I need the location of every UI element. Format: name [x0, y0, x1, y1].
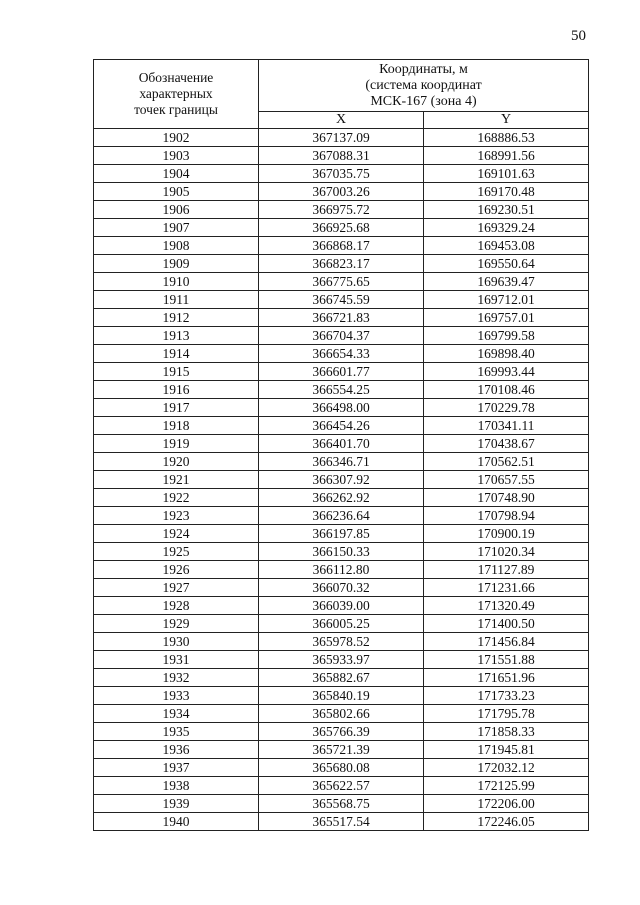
- table-row: [94, 147, 589, 165]
- x-coordinate-cell: 367035.75: [259, 165, 424, 183]
- point-id-cell: 1921: [94, 471, 259, 489]
- y-coordinate-cell: 170341.11: [424, 417, 589, 435]
- table-row: [94, 669, 589, 687]
- y-coordinate-cell: 170108.46: [424, 381, 589, 399]
- point-id-cell: 1918: [94, 417, 259, 435]
- table-row: [94, 435, 589, 453]
- y-coordinate-cell: 172125.99: [424, 777, 589, 795]
- point-id-cell: 1925: [94, 543, 259, 561]
- coordinates-table: [93, 59, 589, 831]
- x-coordinate-cell: 366307.92: [259, 471, 424, 489]
- x-column-header: X: [259, 112, 424, 129]
- y-coordinate-cell: 171320.49: [424, 597, 589, 615]
- table-header: [94, 60, 589, 129]
- y-coordinate-cell: 169170.48: [424, 183, 589, 201]
- x-coordinate-cell: 365622.57: [259, 777, 424, 795]
- table-row: [94, 723, 589, 741]
- point-id-cell: 1908: [94, 237, 259, 255]
- y-coordinate-cell: 170900.19: [424, 525, 589, 543]
- y-coordinate-cell: 170438.67: [424, 435, 589, 453]
- x-coordinate-cell: 366745.59: [259, 291, 424, 309]
- point-id-cell: 1927: [94, 579, 259, 597]
- y-coordinate-cell: 169757.01: [424, 309, 589, 327]
- x-coordinate-cell: 366498.00: [259, 399, 424, 417]
- point-name-header-line: точек границы: [134, 102, 218, 117]
- x-coordinate-cell: 366601.77: [259, 363, 424, 381]
- table-row: [94, 579, 589, 597]
- table-row: [94, 615, 589, 633]
- point-id-cell: 1922: [94, 489, 259, 507]
- point-id-cell: 1910: [94, 273, 259, 291]
- table-row: [94, 525, 589, 543]
- point-id-cell: 1935: [94, 723, 259, 741]
- x-coordinate-cell: 365933.97: [259, 651, 424, 669]
- y-coordinate-cell: 171400.50: [424, 615, 589, 633]
- x-coordinate-cell: 366704.37: [259, 327, 424, 345]
- point-id-cell: 1932: [94, 669, 259, 687]
- y-coordinate-cell: 169639.47: [424, 273, 589, 291]
- point-id-cell: 1931: [94, 651, 259, 669]
- y-coordinate-cell: 169712.01: [424, 291, 589, 309]
- table-row: [94, 507, 589, 525]
- table-row: [94, 777, 589, 795]
- point-id-cell: 1939: [94, 795, 259, 813]
- point-id-cell: 1933: [94, 687, 259, 705]
- x-coordinate-cell: 366454.26: [259, 417, 424, 435]
- point-id-cell: 1911: [94, 291, 259, 309]
- table-row: [94, 219, 589, 237]
- x-coordinate-cell: 366346.71: [259, 453, 424, 471]
- point-name-header-line: Обозначение: [138, 70, 214, 85]
- point-id-cell: 1904: [94, 165, 259, 183]
- point-id-cell: 1930: [94, 633, 259, 651]
- y-coordinate-cell: 169101.63: [424, 165, 589, 183]
- coordinates-header-line: (система координат: [365, 77, 482, 93]
- point-id-cell: 1909: [94, 255, 259, 273]
- point-id-cell: 1920: [94, 453, 259, 471]
- table-body: [94, 129, 589, 831]
- x-coordinate-cell: 366775.65: [259, 273, 424, 291]
- y-coordinate-cell: 169453.08: [424, 237, 589, 255]
- x-coordinate-cell: 366112.80: [259, 561, 424, 579]
- table-row: [94, 795, 589, 813]
- y-coordinate-cell: 169329.24: [424, 219, 589, 237]
- table-row: [94, 417, 589, 435]
- table-row: [94, 309, 589, 327]
- y-coordinate-cell: 169993.44: [424, 363, 589, 381]
- point-id-cell: 1905: [94, 183, 259, 201]
- table-row: [94, 399, 589, 417]
- point-id-cell: 1912: [94, 309, 259, 327]
- point-id-cell: 1917: [94, 399, 259, 417]
- x-coordinate-cell: 365721.39: [259, 741, 424, 759]
- y-coordinate-cell: 170657.55: [424, 471, 589, 489]
- table-row: [94, 129, 589, 147]
- x-coordinate-cell: 365568.75: [259, 795, 424, 813]
- header-row: [94, 60, 589, 112]
- point-id-cell: 1919: [94, 435, 259, 453]
- table-row: [94, 237, 589, 255]
- point-name-header: [94, 60, 259, 129]
- point-id-cell: 1934: [94, 705, 259, 723]
- x-coordinate-cell: 366401.70: [259, 435, 424, 453]
- point-id-cell: 1924: [94, 525, 259, 543]
- table-row: [94, 345, 589, 363]
- x-coordinate-cell: 365517.54: [259, 813, 424, 831]
- x-coordinate-cell: 366197.85: [259, 525, 424, 543]
- table-row: [94, 255, 589, 273]
- table-row: [94, 327, 589, 345]
- y-column-header: Y: [424, 112, 589, 129]
- y-coordinate-cell: 171733.23: [424, 687, 589, 705]
- x-coordinate-cell: 365680.08: [259, 759, 424, 777]
- point-id-cell: 1903: [94, 147, 259, 165]
- x-coordinate-cell: 367088.31: [259, 147, 424, 165]
- table-row: [94, 651, 589, 669]
- point-id-cell: 1928: [94, 597, 259, 615]
- table-row: [94, 489, 589, 507]
- x-coordinate-cell: 366262.92: [259, 489, 424, 507]
- x-coordinate-cell: 365882.67: [259, 669, 424, 687]
- point-id-cell: 1907: [94, 219, 259, 237]
- x-coordinate-cell: 367003.26: [259, 183, 424, 201]
- point-id-cell: 1914: [94, 345, 259, 363]
- table-row: [94, 363, 589, 381]
- y-coordinate-cell: 171020.34: [424, 543, 589, 561]
- x-coordinate-cell: 366975.72: [259, 201, 424, 219]
- x-coordinate-cell: 365766.39: [259, 723, 424, 741]
- y-coordinate-cell: 172246.05: [424, 813, 589, 831]
- table-row: [94, 471, 589, 489]
- y-coordinate-cell: 172206.00: [424, 795, 589, 813]
- table-row: [94, 561, 589, 579]
- y-coordinate-cell: 171651.96: [424, 669, 589, 687]
- y-coordinate-cell: 168886.53: [424, 129, 589, 147]
- y-coordinate-cell: 171795.78: [424, 705, 589, 723]
- y-coordinate-cell: 169799.58: [424, 327, 589, 345]
- y-coordinate-cell: 171551.88: [424, 651, 589, 669]
- y-coordinate-cell: 170748.90: [424, 489, 589, 507]
- point-id-cell: 1902: [94, 129, 259, 147]
- y-coordinate-cell: 169230.51: [424, 201, 589, 219]
- y-coordinate-cell: 171127.89: [424, 561, 589, 579]
- point-id-cell: 1916: [94, 381, 259, 399]
- x-coordinate-cell: 366554.25: [259, 381, 424, 399]
- table-row: [94, 291, 589, 309]
- x-coordinate-cell: 366150.33: [259, 543, 424, 561]
- table-row: [94, 165, 589, 183]
- table-row: [94, 705, 589, 723]
- y-coordinate-cell: 171231.66: [424, 579, 589, 597]
- table-row: [94, 741, 589, 759]
- point-id-cell: 1906: [94, 201, 259, 219]
- x-coordinate-cell: 366039.00: [259, 597, 424, 615]
- point-name-header-line: характерных: [139, 86, 213, 101]
- x-coordinate-cell: 366868.17: [259, 237, 424, 255]
- point-id-cell: 1938: [94, 777, 259, 795]
- y-coordinate-cell: 170229.78: [424, 399, 589, 417]
- x-coordinate-cell: 366925.68: [259, 219, 424, 237]
- point-id-cell: 1926: [94, 561, 259, 579]
- x-coordinate-cell: 366654.33: [259, 345, 424, 363]
- table-row: [94, 201, 589, 219]
- table-row: [94, 687, 589, 705]
- point-id-cell: 1937: [94, 759, 259, 777]
- point-id-cell: 1929: [94, 615, 259, 633]
- table-row: [94, 543, 589, 561]
- table-row: [94, 633, 589, 651]
- x-coordinate-cell: 366005.25: [259, 615, 424, 633]
- coordinates-header-line: Координаты, м: [379, 61, 468, 77]
- x-coordinate-cell: 366823.17: [259, 255, 424, 273]
- table-row: [94, 183, 589, 201]
- y-coordinate-cell: 168991.56: [424, 147, 589, 165]
- x-coordinate-cell: 367137.09: [259, 129, 424, 147]
- y-coordinate-cell: 169550.64: [424, 255, 589, 273]
- table-row: [94, 597, 589, 615]
- point-id-cell: 1923: [94, 507, 259, 525]
- y-coordinate-cell: 172032.12: [424, 759, 589, 777]
- table-row: [94, 813, 589, 831]
- x-coordinate-cell: 365978.52: [259, 633, 424, 651]
- table-row: [94, 273, 589, 291]
- point-id-cell: 1913: [94, 327, 259, 345]
- y-coordinate-cell: 171456.84: [424, 633, 589, 651]
- x-coordinate-cell: 365802.66: [259, 705, 424, 723]
- table-row: [94, 381, 589, 399]
- table-row: [94, 453, 589, 471]
- y-coordinate-cell: 171945.81: [424, 741, 589, 759]
- y-coordinate-cell: 170562.51: [424, 453, 589, 471]
- y-coordinate-cell: 170798.94: [424, 507, 589, 525]
- page-number: 50: [571, 28, 586, 44]
- x-coordinate-cell: 366721.83: [259, 309, 424, 327]
- point-id-cell: 1940: [94, 813, 259, 831]
- coordinates-header: [259, 60, 589, 112]
- y-coordinate-cell: 169898.40: [424, 345, 589, 363]
- coordinates-header-line: МСК-167 (зона 4): [370, 93, 477, 109]
- y-coordinate-cell: 171858.33: [424, 723, 589, 741]
- x-coordinate-cell: 365840.19: [259, 687, 424, 705]
- point-id-cell: 1915: [94, 363, 259, 381]
- x-coordinate-cell: 366236.64: [259, 507, 424, 525]
- x-coordinate-cell: 366070.32: [259, 579, 424, 597]
- table-row: [94, 759, 589, 777]
- point-id-cell: 1936: [94, 741, 259, 759]
